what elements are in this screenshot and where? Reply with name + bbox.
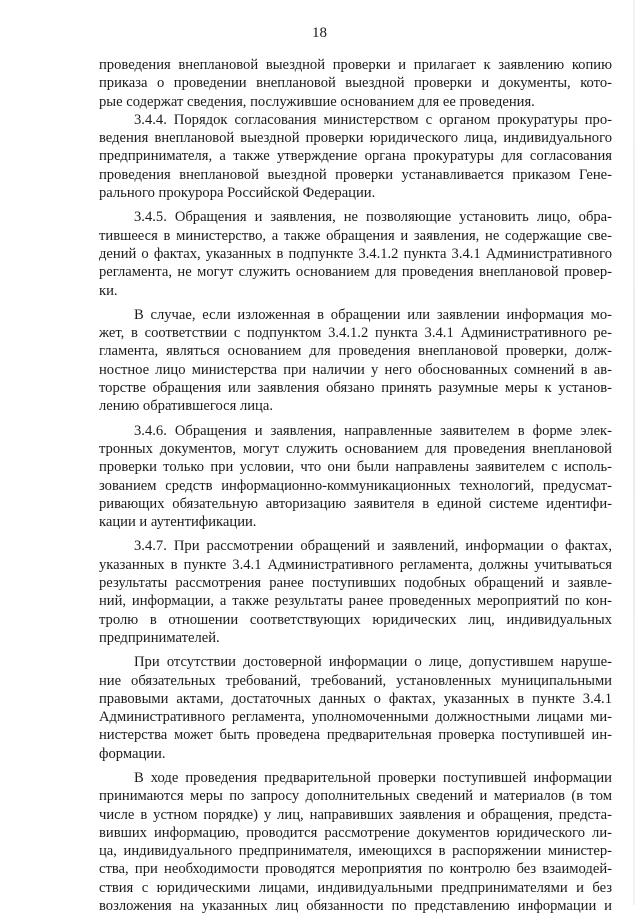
text-line: ностное лицо министерства при наличии у него обоснованных сомнений в ав- [99, 361, 612, 378]
paragraph [99, 653, 612, 763]
text-line: формации. [99, 745, 166, 762]
text-line: ведения внеплановой выездной проверки юридического лица, индивидуального [99, 130, 612, 147]
text-line: вивших информацию, проводится рассмотрение документов юридического ли- [99, 824, 612, 841]
text-line: проверки только при условии, что они были направлены заявителем с исполь- [99, 459, 612, 476]
text-line: проведения внеплановой выездной проверки устанавливается приказом Гене- [99, 166, 612, 183]
text-line: ние обязательных требований, требований, установленных муниципальными [99, 672, 612, 689]
text-line: предпринимателей. [99, 629, 220, 646]
text-line: 3.4.5. Обращения и заявления, не позволяющие установить лицо, обра- [134, 209, 612, 226]
text-line: зованием средств информационно-коммуникационных технологий, предусмат- [99, 477, 612, 494]
text-line: ний, информации, а также результаты ранее проведенных мероприятий по кон- [99, 593, 612, 610]
text-line: торстве обращения или заявления обязано принять разумные меры к установ- [99, 380, 612, 397]
text-line: предпринимателя, а также утверждение органа прокуратуры для согласования [99, 148, 612, 165]
paragraph [99, 111, 612, 202]
text-line: дений о фактах, указанных в подпункте 3.4.1.2 пункта 3.4.1 Административного [99, 245, 612, 262]
text-line: результаты рассмотрения ранее поступивших подобных обращений и заявле- [99, 575, 612, 592]
text-line: ствия с юридическими лицами, индивидуальными предпринимателями и без [99, 879, 612, 896]
text-line: ства, при необходимости проводятся мероприятия по контролю без взаимодей- [99, 861, 612, 878]
text-line: 3.4.4. Порядок согласования министерством с органом прокуратуры про- [134, 111, 612, 128]
text-line: указанных в пункте 3.4.1 Административного регламента, должны учитываться [99, 556, 612, 573]
text-line: ца, индивидуального предпринимателя, имеющихся в распоряжении министер- [99, 843, 612, 860]
text-line: числе в устном порядке) у лиц, направивших заявления и обращения, предста- [99, 806, 612, 823]
page-number: 18 [312, 25, 327, 41]
paragraph [99, 422, 612, 532]
scan-edge [633, 0, 635, 905]
text-line: нистерства может быть проведена предварительная проверка поступившей ин- [99, 727, 612, 744]
paragraph [99, 537, 612, 647]
text-line: проведения внеплановой выездной проверки и прилагает к заявлению копию [99, 57, 612, 73]
text-line: рального прокурора Российской Федерации. [99, 185, 376, 202]
text-line: принимаются меры по запросу дополнительных сведений и материалов (в том [99, 788, 612, 805]
paragraph [99, 769, 612, 915]
text-line: жет, в соответствии с подпунктом 3.4.1.2 пункта 3.4.1 Административного ре- [99, 325, 612, 342]
text-line: рые содержат сведения, послужившие основанием для ее проведения. [99, 93, 535, 110]
text-line: гламента, являться основанием для проведения внеплановой проверки, долж- [99, 343, 612, 360]
text-line: 3.4.6. Обращения и заявления, направленные заявителем в форме элек- [134, 422, 612, 439]
document-body [99, 56, 612, 915]
text-line: тившееся в министерство, а также обращения и заявления, не содержащие све- [99, 227, 612, 244]
text-line: лению обратившегося лица. [99, 398, 273, 415]
text-line: При отсутствии достоверной информации о лице, допустившем наруше- [134, 654, 612, 671]
text-line: кации и аутентификации. [99, 514, 257, 531]
text-line: приказа о проведении внеплановой выездной проверки и документы, кото- [99, 75, 612, 92]
text-line: возложения на указанных лиц обязанности по представлению информации и [99, 898, 612, 915]
text-line: Административного регламента, уполномоченными должностными лицами ми- [99, 709, 612, 726]
text-line: ривающих обязательную авторизацию заявителя в единой системе идентифи- [99, 495, 612, 512]
text-line: 3.4.7. При рассмотрении обращений и заявлений, информации о фактах, [134, 538, 612, 555]
text-line: В случае, если изложенная в обращении или заявлении информация мо- [134, 306, 612, 323]
text-line: тронных документов, могут служить основанием для проведения внеплановой [99, 440, 612, 457]
text-line: В ходе проведения предварительной проверки поступившей информации [134, 769, 612, 786]
paragraph [99, 306, 612, 416]
text-line: правовыми актами, достаточных данных о фактах, указанных в пункте 3.4.1 [99, 690, 612, 707]
text-line: тролю в отношении соответствующих юридических лиц, индивидуальных [99, 611, 612, 628]
text-line: регламента, не могут служить основанием для проведения внеплановой провер- [99, 264, 612, 281]
paragraph [99, 208, 612, 299]
text-line: ки. [99, 282, 118, 299]
paragraph [99, 56, 612, 111]
